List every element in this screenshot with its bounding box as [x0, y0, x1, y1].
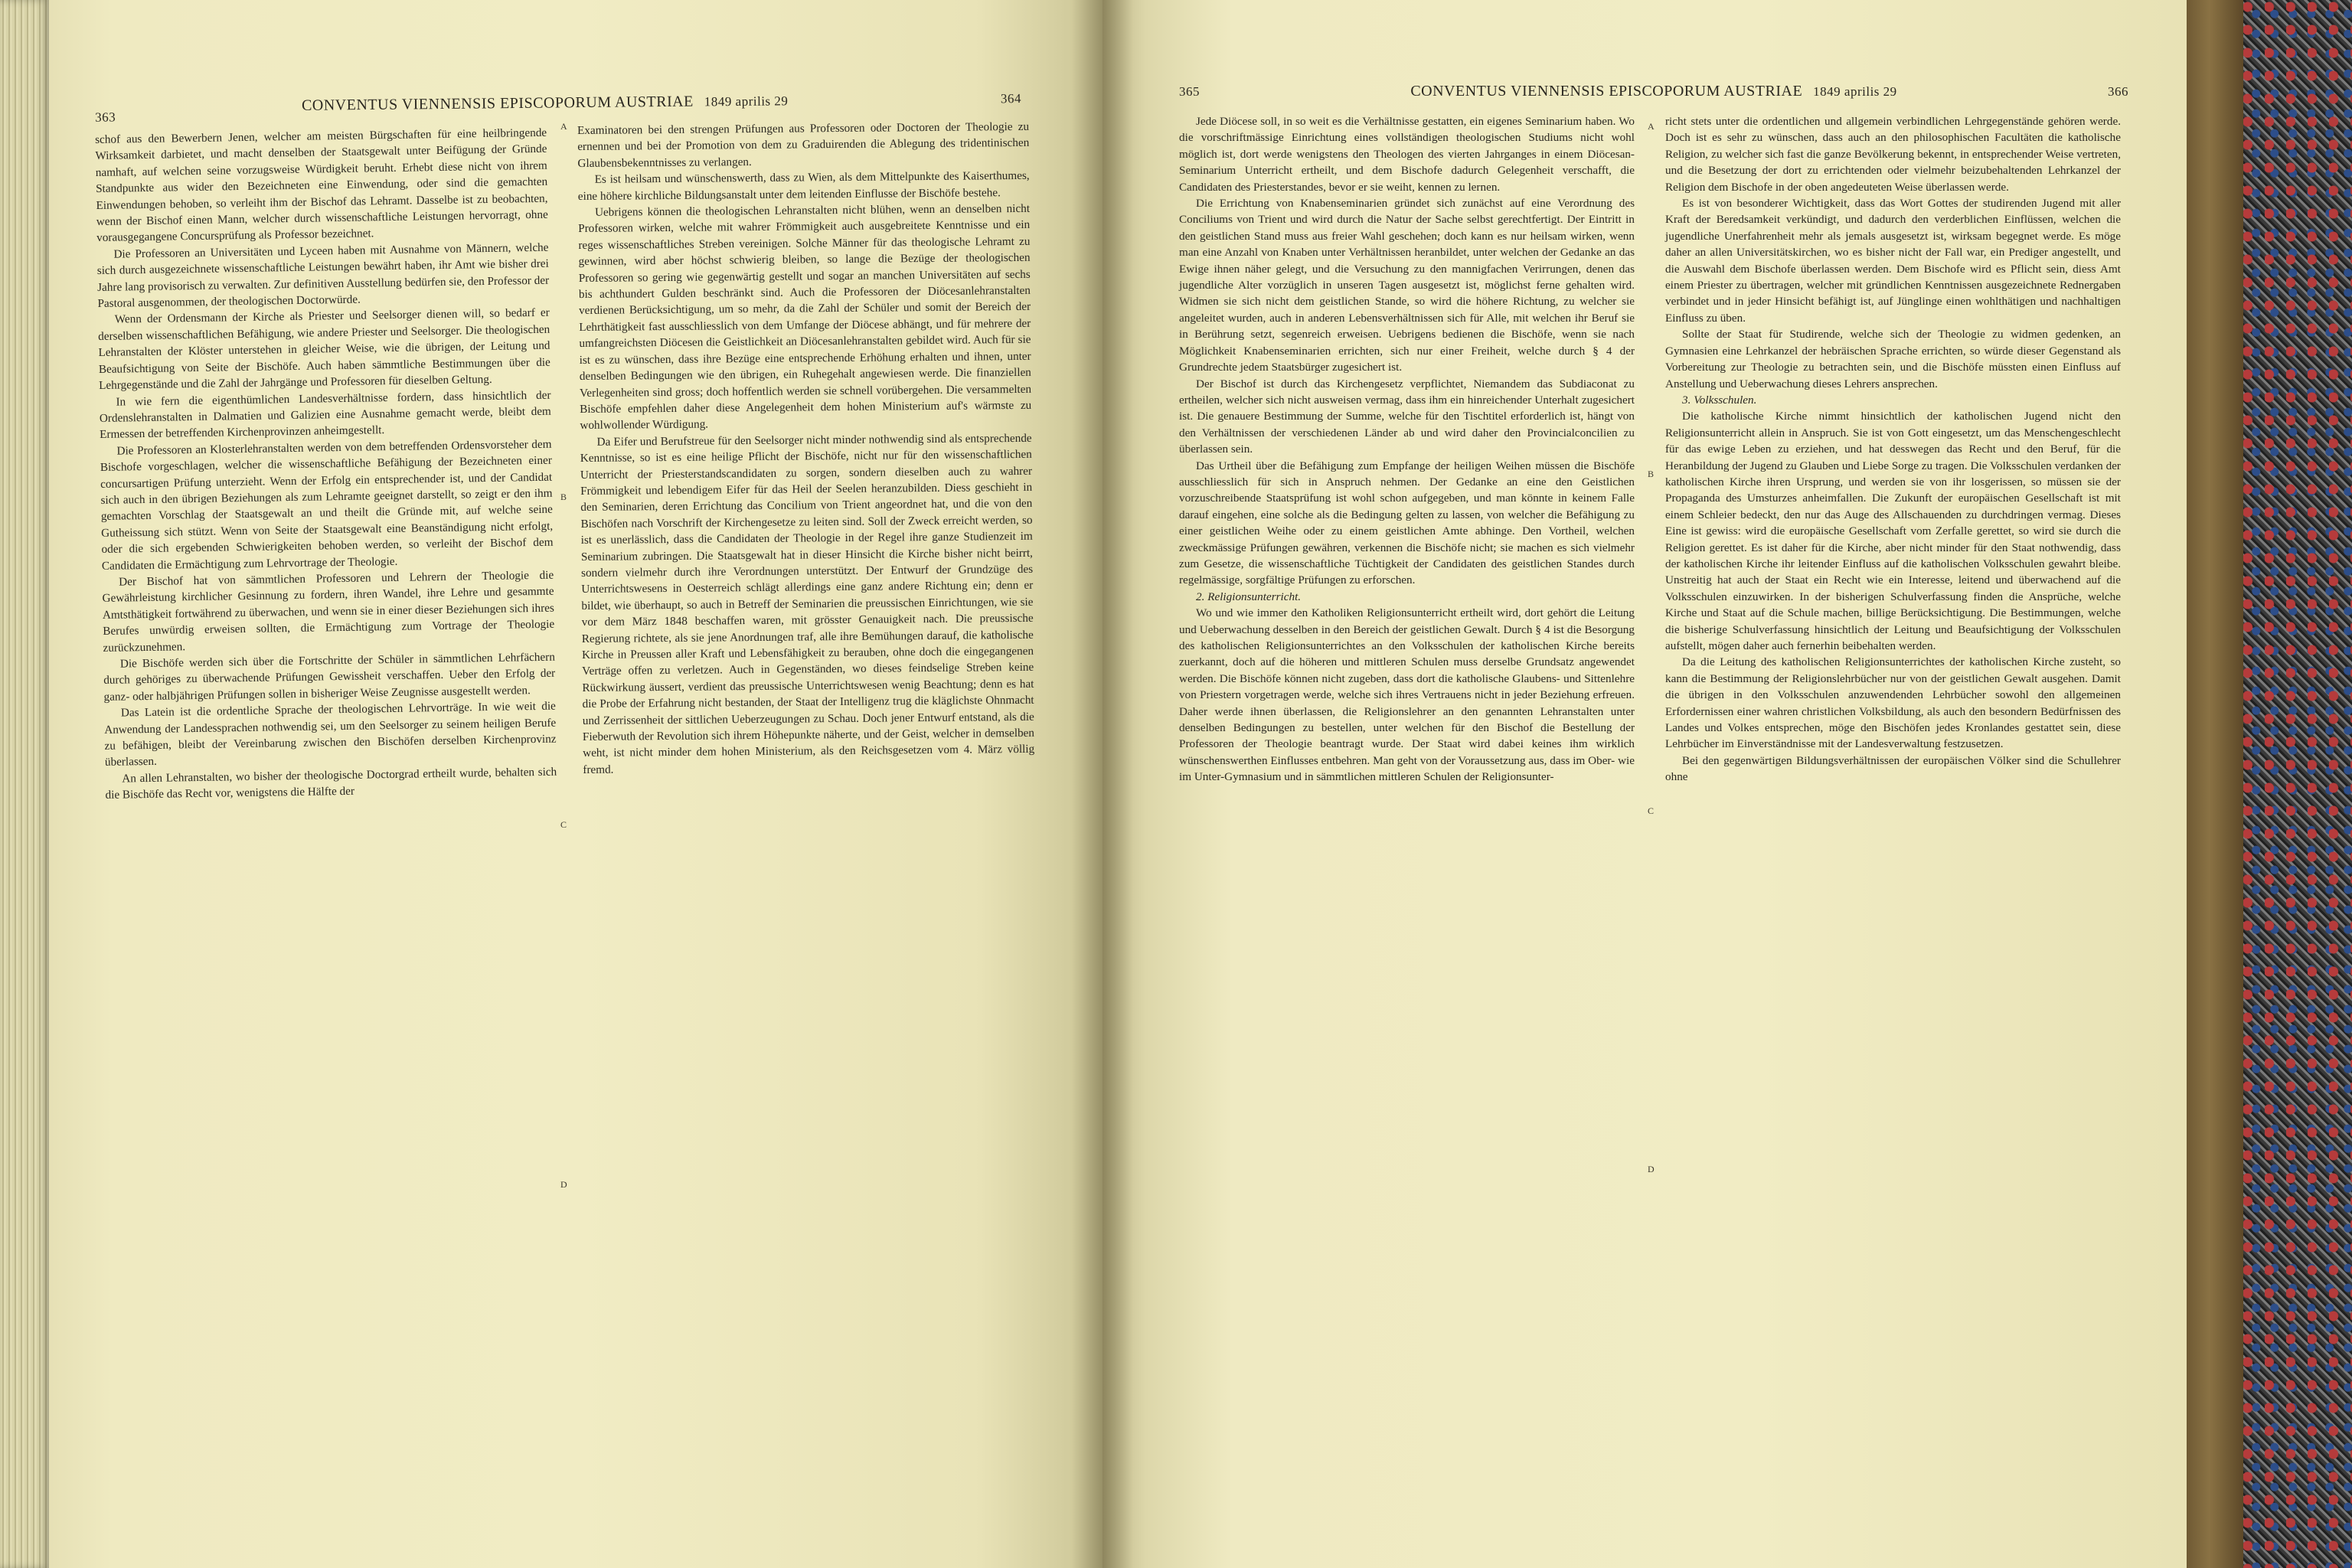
paragraph: An allen Lehranstalten, wo bisher der theologische Doctorgrad ertheilt wurde, behalten sich die Bischöfe das Recht vor, wenigstens die Hälfte der: [105, 765, 557, 802]
paragraph: Die Professoren an Universitäten und Lyceen haben mit Ausnahme von Männern, welche sich durch ausgezeichnete wissenschaftliche Leistungen bewährt haben, ihr Amt wie bisher drei Jahre lang provisorisch zu verwalten. Zur definitiven Ausstellung bedürfen sie, den Professor der Pastoral ausgenommen, der theologischen Doctorwürde.: [96, 240, 550, 311]
page-number-365: 365: [1179, 84, 1200, 99]
paragraph: Wenn der Ordensmann der Kirche als Priester und Seelsorger dienen will, so bedarf er derselben wissenschaftlichen Befähigung, wie andere Priester und Seelsorger. Die theologischen Lehranstalten der Klöster unterstehen in gleicher Weise, wie die übrigen, der Leitung und Beaufsichtigung von Seite der Bischöfe. Auch haben sämmtliche Bestimmungen über die Lehrgegenstände und die Zahl der Jahrgänge und Professoren für dieselben Geltung.: [98, 306, 550, 393]
paragraph: Die Errichtung von Knabenseminarien gründet sich zunächst auf eine Verordnung des Conciliums von Trient und wird durch die Natur der Sache selbst gerechtfertigt. Der Eintritt in den geistlichen Stand muss aus freier Wahl geschehen; doch kann es nur heilsam wirken, wenn man eine Anzahl von Knaben unter Verhältnissen heranbildet, unter welchen der Gedanke an das Ewige ihnen näher gelegt, und die Versuchung zu den mannigfachen Verirrungen, denen das jugendliche Alter vorzüglich in unseren Tagen ausgesetzt ist, möglichst ferne gehalten wird. Widmen sie sich nicht dem geistlichen Stande, so wird die höhere Richtung, zu welcher sie angeleitet wurden, auch in anderen Lebensverhältnissen sich für Alle, mit welchen ihr Beruf sie in Berührung setzt, segenreich erweisen. Uebrigens bedienen die Bischöfe, wenn sie nach Möglichkeit Knabenseminarien errichten, sich nur einer Freiheit, welche durch § 4 der Grundrechte jedem Staatsbürger zugesichert ist.: [1179, 197, 1635, 374]
section-heading: 3. Volksschulen.: [1682, 393, 1757, 407]
left-page-column-1: [95, 125, 557, 804]
left-page: [49, 0, 1102, 1568]
section-heading: 2. Religionsunterricht.: [1196, 590, 1302, 603]
margin-letter-b: B: [560, 492, 567, 502]
paragraph: Wo und wie immer den Katholiken Religionsunterricht ertheilt wird, dort gehört die Leitung und Ueberwachung desselben in den Bereich der geistlichen Gewalt. Durch § 4 ist die Besorgung des katholischen Religionsunterrichtes an den Volksschulen der katholischen Kirche bereits zuerkannt, doch auf die höheren und mittleren Schulen muss derselbe Grundsatz angewendet werden. Die Bischöfe können nicht zugeben, dass dort die katholische Glaubens- und Sittenlehre von Priestern vorgetragen werde, welche sich ihres Vertrauens nicht in jeder Beziehung erfreuen. Daher werde ihnen überlassen, die Religionslehrer an den genannten Lehranstalten unter denselben Bedingungen zu bestellen, unter welchen für den Bischof die Bestellung der Professoren der Theologie beantragt wurde. Der Staat wird dabei keines ihm wirklich wünschenswerthen Einflusses entbehren. Man geht von der Voraussetzung aus, dass im Ober- wie im Unter-Gymnasium und in sämmtlichen mittleren Schulen der Religionsunter-: [1179, 606, 1635, 784]
page-number-366: 366: [2107, 84, 2128, 99]
book-cover-edge: [2187, 0, 2243, 1568]
paragraph: Der Bischof ist durch das Kirchengesetz verpflichtet, Niemandem das Subdiaconat zu ertheilen, welcher sich nicht ausweisen vermag, dass ihm ein hinreichender Unterhalt zugesichert ist. Die genauere Bestimmung der Summe, welche für den Tischtitel erforderlich ist, hängt von den Verhältnissen der verschiedenen Länder ab und wird daher den Provincialconcilien zu überlassen sein.: [1179, 377, 1635, 456]
running-date: 1849 aprilis 29: [1813, 84, 1897, 99]
paragraph: Die Bischöfe werden sich über die Fortschritte der Schüler in sämmtlichen Lehrfächern durch gehöriges zu überwachende Prüfungen Gewissheit verschaffen. Ueber den Erfolg der ganz- oder halbjährigen Prüfungen sollen in bisheriger Weise Zeugnisse ausgestellt werden.: [103, 650, 556, 704]
paragraph: Die Professoren an Klosterlehranstalten werden von dem betreffenden Ordensvorsteher dem Bischofe vorgeschlagen, welcher die wissenschaftliche Befähigung der Bezeichneten einer concursartigen Prüfung unterzieht. Wenn der Erfolg ein entsprechender ist, und der Candidat sich auch in den übrigen Beziehungen als zum Lehramte geeignet darstellt, so zeigt er den ihm gemachten Vorschlag der Staatsgewalt an und theilt die Gründe mit, auf welche seine Gutheissung sich stützt. Wenn von Seite der Staatsgewalt eine Beanständigung nicht erfolgt, oder die sich ergebenden Schwierigkeiten behoben werden, so verleiht der Bischof dem Candidaten die Ermächtigung zum Lehrvortrage der Theologie.: [100, 437, 554, 573]
right-page: [1102, 0, 2187, 1568]
page-number-364: 364: [1000, 91, 1022, 106]
page-number-363: 363: [95, 109, 116, 125]
left-page-column-2: [577, 119, 1034, 778]
running-date: 1849 aprilis 29: [704, 93, 789, 109]
paragraph: richt stets unter die ordentlichen und allgemein verbindlichen Lehrgegenstände gehören werde. Doch ist es sehr zu wünschen, dass auch an den philosophischen Facultäten die katholische Religion, zu welcher sich fast die ganze Bevölkerung bekennt, in entsprechender Weise vertreten, und die Besetzung der dort zu errichtenden oder vielmehr beizubehaltenden Lehrkanzel der Religion dem Bischofe in der oben angedeuteten Weise überlassen werde.: [1665, 115, 2121, 194]
right-page-column-2: [1665, 113, 2121, 786]
margin-letter-d: D: [560, 1179, 567, 1190]
paragraph: Das Latein ist die ordentliche Sprache der theologischen Lehrvorträge. In wie weit die Anwendung der Landessprachen nothwendig sei, um den Seelsorger zu seinem heiligen Berufe zu befähigen, bleibt der Vereinbarung zwischen den Bischöfen derselben Kirchenprovinz überlassen.: [104, 699, 557, 769]
paragraph: Bei den gegenwärtigen Bildungsverhältnissen der europäischen Völker sind die Schullehrer ohne: [1665, 753, 2121, 784]
paragraph: In wie fern die eigenthümlichen Landesverhältnisse fordern, dass hinsichtlich der Ordenslehranstalten in Dalmatien und Galizien eine Ausnahme gemacht werde, bleibt dem Ermessen der betreffenden Kirchenprovinzen anheimgestellt.: [99, 388, 551, 442]
paragraph: schof aus den Bewerbern Jenen, welcher am meisten Bürgschaften für eine heilbringende Wirksamkeit darbietet, und macht denselben der Staatsgewalt unter Beifügung der Gründe namhaft, auf welchen seine vorzugsweise Würdigkeit beruht. Erhebt diese nicht von ihrem Standpunkte aus wider den Bezeichneten eine Einwendung, oder sind die gemachten Einwendungen behoben, so verleiht ihm der Bischof das Lehramt. Dasselbe ist zu beobachten, wenn der Bischof einen Mann, welcher durch wissenschaftliche Leistungen hervorragt, ohne vorausgegangene Concursprüfung als Professor bezeichnet.: [95, 126, 548, 245]
margin-letter-b: B: [1648, 469, 1655, 479]
paragraph: Es ist von besonderer Wichtigkeit, dass das Wort Gottes der studirenden Jugend mit aller Kraft der Beredsamkeit verkündigt, und dadurch den verderblichen Einflüssen, welchen die jugendliche Unerfahrenheit mehr als jemals ausgesetzt ist, wirksam begegnet werde. Es möge daher an allen Universitätskirchen, wo es bisher nicht der Fall war, ein Prediger angestellt, und die Auswahl dem Bischofe überlassen werden. Dem Bischofe wird es Pflicht sein, diess Amt einem Priester zu übertragen, welcher mit gründlichen Kenntnissen ausgezeichnete Rednergaben verbindet und in jeder Hinsicht befähigt ist, auf Jünglinge einen wohlthätigen und nachhaltigen Einfluss zu üben.: [1665, 197, 2121, 325]
left-page-header: [95, 90, 1022, 125]
paragraph: Examinatoren bei den strengen Prüfungen aus Professoren oder Doctoren der Theologie zu ernennen und bei der Promotion von dem zu Graduirenden die Ablegung des tridentinischen Glaubensbekenntnisses zu verlangen.: [577, 119, 1030, 170]
paragraph: Jede Diöcese soll, in so weit es die Verhältnisse gestatten, ein eigenes Seminarium haben. Wo die vorschriftmässige Einrichtung eines vollständigen theologischen Studiums nicht wohl möglich ist, dort werde wenigstens den Theologen des vierten Jahrganges in einem Diöcesan-Seminarium Unterricht ertheilt, und dem Bischofe dadurch Gelegenheit verschafft, die Candidaten des Priesterstandes, bevor er sie weiht, kennen zu lernen.: [1179, 115, 1635, 194]
running-title: CONVENTUS VIENNENSIS EPISCOPORUM AUSTRIAE: [301, 93, 694, 114]
margin-letter-d: D: [1648, 1164, 1655, 1174]
margin-letter-c: C: [560, 819, 567, 830]
margin-letter-a: A: [560, 121, 567, 132]
right-page-column-1: [1179, 113, 1635, 786]
paragraph: Uebrigens können die theologischen Lehranstalten nicht blühen, wenn an denselben nicht Professoren wirken, welche mit wahrer Frömmigkeit auch ausgebreitete Kenntnisse und ein reges wissenschaftliches Streben vereinigen. Solche Männer für das theologische Lehramt zu gewinnen, wird aber höchst schwierig bleiben, so lange die Bezüge der theologischen Professoren so gering wie gegenwärtig gestellt und sogar an manchen Universitäten auf sechs bis achthundert Gulden beschränkt sind. Auch die Professoren der Diöcesanlehranstalten verdienen Berücksichtigung, um so mehr, da die Zahl der Schüler und somit der Bereich der Lehrthätigkeit fast ausschliesslich von dem Umfange der Diöcese abhängt, und für mehrere der umfangreichsten Diöcesen die Geistlichkeit an Diöcesanlehranstalten gebildet wird. Auch für sie ist es zu wünschen, dass ihre Bezüge eine entsprechende Erhöhung erhalten und ihnen, unter denselben Bedingungen wie den übrigen, ein Ruhegehalt angewiesen werde. Die finanziellen Verlegenheiten sind gross; doch hoffentlich werden sie schnell vorübergehen. Die versammelten Bischöfe empfehlen daher diese Angelegenheit dem hohen Ministerium auf's wärmste zu wohlwollender Würdigung.: [578, 201, 1032, 433]
paragraph: Der Bischof hat von sämmtlichen Professoren und Lehrern der Theologie die Gewährleistung kirchlicher Gesinnung zu fordern, ihren Wandel, ihre Lehre und gesammte Amtsthätigkeit fortwährend zu überwachen, und wenn sie in einer dieser Beziehungen sich ihres Berufes unwürdig erweisen sollten, die Ermächtigung zum Vortrage der Theologie zurückzunehmen.: [102, 568, 555, 655]
paragraph: Da Eifer und Berufstreue für den Seelsorger nicht minder nothwendig sind als entsprechende Kenntnisse, so ist es eine heilige Pflicht der Bischöfe, nicht nur für den wissenschaftlichen Unterricht der Priesterstandscandidaten zu sorgen, sondern dieselben auch zu wahrer Frömmigkeit und lebendigem Eifer für das Heil der Seelen heranzubilden. Diess geschieht in den Seminarien, deren Errichtung das Concilium von Trient angeordnet hat, und die von den Bischöfen nach Vorschrift der Kirchengesetze zu leiten sind. Soll der Zweck erreicht werden, so ist es unerlässlich, dass die Candidaten der Theologie in der Regel ihre ganze Studienzeit im Seminarium zubringen. Die Staatsgewalt hat in dieser Hinsicht die Kirche bisher nicht beirrt, sondern vielmehr durch ihre Verordnungen unterstützt. Der Entwurf der Grundzüge des Unterrichtswesens in Oesterreich schlägt allerdings eine ganz andere Richtung ein; denn er bildet, wie überhaupt, so auch in Betreff der Seminarien die preussischen Einrichtungen, wie sie vor dem März 1848 beschaffen waren, mit grösster Genauigkeit nach. Die preussische Regierung richtete, als sie jene Anordnungen traf, alle ihre Bemühungen darauf, die katholische Kirche in Preussen aller Kraft und Lebensfähigkeit zu berauben, ohne doch die eingegangenen Verträge offen zu verletzen. Auch in Gegenständen, wo dieses feindselige Streben keine Rückwirkung äussert, verdient das preussische Unterrichtswesen wenig Beachtung; denn es hat die Probe der Erfahrung nicht bestanden, der Staat der Intelligenz trug die kläglichste Ohnmacht und Zerrissenheit der sittlichen Ueberzeugungen zu Schau. Doch jener Entwurf entstand, als die Fieberwuth der Revolution sich ihrem Höhepunkte näherte, und der Geist, welcher in demselben weht, ist nicht minder dem hohen Ministerium, als den Reichsgesetzen vom 4. März völlig fremd.: [580, 431, 1035, 776]
running-title: CONVENTUS VIENNENSIS EPISCOPORUM AUSTRIAE: [1410, 83, 1803, 100]
paragraph: Es ist heilsam und wünschenswerth, dass zu Wien, als dem Mittelpunkte des Kaiserthumes, eine höhere kirchliche Bildungsanstalt unter dem leitenden Einflusse der Bischöfe bestehe.: [577, 169, 1030, 203]
paragraph: Das Urtheil über die Befähigung zum Empfange der heiligen Weihen müssen die Bischöfe ausschliesslich für sich in Anspruch nehmen. Der Gedanke an eine den Geistlichen vorzuschreibende Staatsprüfung ist wohl schon aufgegeben, und man könnte in keinem Falle darauf eingehen, eine solche als die Bedingung gelten zu lassen, von welcher die Befähigung zu einer geistlichen Weihe oder zu einem geistlichen Amte abhinge. Den Vortheil, welchen zweckmässige Prüfungen gewähren, verkennen die Bischöfe nicht; sie machen es sich vielmehr zum Gesetze, die wissenschaftliche Tüchtigkeit der Candidaten des geistlichen Standes durch regelmässige, sorgfältige Prüfungen zu erforschen.: [1179, 459, 1635, 587]
page-edges: [0, 0, 49, 1568]
paragraph: Die katholische Kirche nimmt hinsichtlich der katholischen Jugend nicht den Religionsunterricht allein in Anspruch. Sie ist von Gott eingesetzt, um das Menschengeschlecht für das ewige Leben zu erziehen, und hat desswegen das Recht und den Beruf, für die Heranbildung der Jugend zu Glauben und Liebe Sorge zu tragen. Die Volksschulen verdanken der katholischen Kirche ihren Ursprung, und werden sie von ihr losgerissen, so müssen sie der Propaganda des Umsturzes anheimfallen. Die Zukunft der europäischen Gesellschaft ist mit einem Schleier bedeckt, den nur das Auge des Allschauenden zu durchdringen vermag. Dieses Eine ist gewiss: wird die europäische Gesellschaft vom Zerfalle gerettet, so wird sie durch die Religion gerettet. Es ist daher für die Kirche, aber nicht minder für den Staat nothwendig, dass der katholischen Kirche ihr leitender Einfluss auf die katholischen Volksschulen gewahrt bleibe. Unstreitig hat auch der Staat ein Recht wie ein Interesse, leitend und überwachend auf die Volksschulen einzuwirken. In der bisherigen Schulverfassung finden die Ansprüche, welche Kirche und Staat auf die Schule machen, billige Berücksichtigung. Die Bestimmungen, welche die bisherige Schulverfassung hinsichtlich der Leitung und Beaufsichtigung der Volksschulen aufstellt, mögen daher auch fernerhin beibehalten werden.: [1665, 410, 2121, 652]
paragraph: Sollte der Staat für Studirende, welche sich der Theologie zu widmen gedenken, an Gymnasien eine Lehrkanzel der hebräischen Sprache errichten, so würde dieser Gegenstand als Vorbereitung zur Theologie zu betrachten sein, und die Bischöfe müssten einen Einfluss auf Anstellung und Ueberwachung dieses Lehrers ansprechen.: [1665, 328, 2121, 390]
paragraph: Da die Leitung des katholischen Religionsunterrichtes der katholischen Kirche zusteht, so kann die Bestimmung der Religionslehrbücher nur von der geistlichen Gewalt ausgehen. Damit die übrigen in den Volksschulen anzuwendenden Lehrbücher sowohl den allgemeinen Erfordernissen einer wahren christlichen Volksbildung, als auch den besondern Bedürfnissen des Landes und Volkes entsprechen, möge den Bischöfen jedes Kronlandes gestattet sein, diese Lehrbücher im Einverständnisse mit der Landesverwaltung festzusetzen.: [1665, 655, 2121, 751]
margin-letter-c: C: [1648, 805, 1655, 816]
book-gutter: [1072, 0, 1133, 1568]
right-page-header: [1179, 83, 2128, 100]
background-rug: [2243, 0, 2352, 1568]
margin-letter-a: A: [1648, 121, 1655, 132]
